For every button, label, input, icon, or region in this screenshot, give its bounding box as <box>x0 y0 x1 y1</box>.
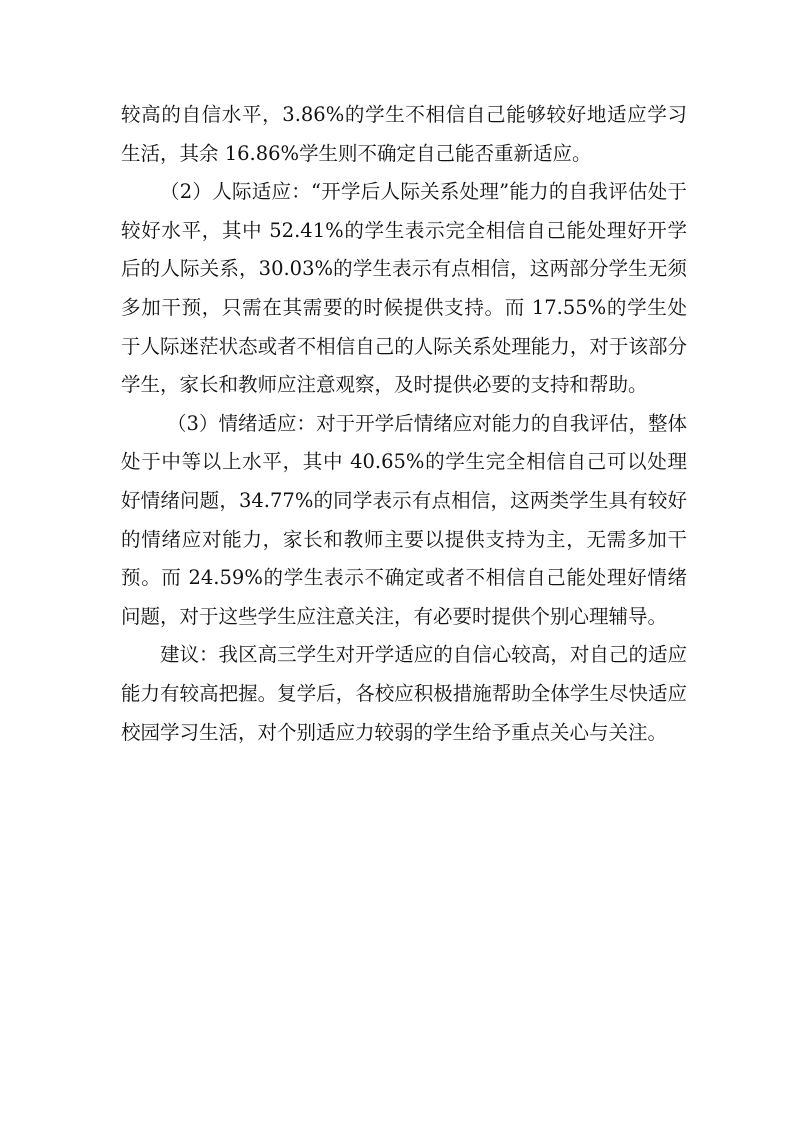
paragraph-continuation: 较高的自信水平，3.86%的学生不相信自己能够较好地适应学习生活，其余 16.86%学生则不确定自己能否重新适应。 <box>121 103 687 165</box>
paragraph-emotional-adaptation: （3）情绪适应：对于开学后情绪应对能力的自我评估，整体处于中等以上水平，其中 40.65%的学生完全相信自己可以处理好情绪问题，34.77%的同学表示有点相信，这两类学生具有较好的情绪应对能力，家长和教师主要以提供支持为主，无需多加干预。而 24.59%的学生表示不确定或者不相信自己能处理好情绪问题，对于这些学生应注意关注，有必要时提供个别心理辅导。 <box>121 411 687 628</box>
paragraph-interpersonal-adaptation: （2）人际适应：“开学后人际关系处理”能力的自我评估处于较好水平，其中 52.41%的学生表示完全相信自己能处理好开学后的人际关系，30.03%的学生表示有点相信，这两部分学生无须多加干预，只需在其需要的时候提供支持。而 17.55%的学生处于人际迷茫状态或者不相信自己的人际关系处理能力，对于该部分学生，家长和教师应注意观察，及时提供必要的支持和帮助。 <box>121 180 687 397</box>
paragraph-suggestion: 建议：我区高三学生对开学适应的自信心较高，对自己的适应能力有较高把握。复学后，各校应积极措施帮助全体学生尽快适应校园学习生活，对个别适应力较弱的学生给予重点关心与关注。 <box>121 643 687 744</box>
body-text <box>121 96 687 752</box>
